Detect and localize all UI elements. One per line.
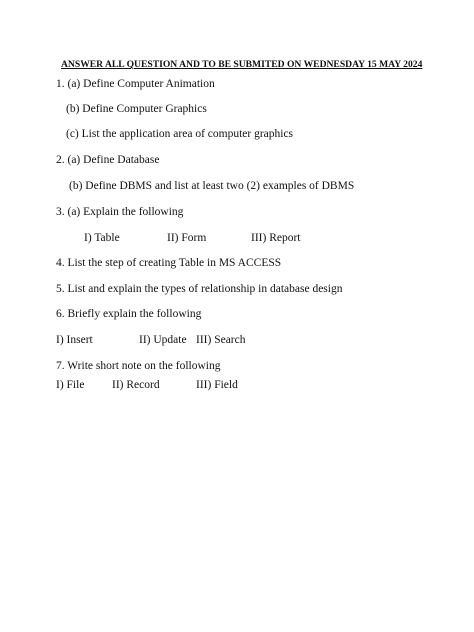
question-6-item: II) Update xyxy=(139,334,187,346)
question-1a: 1. (a) Define Computer Animation xyxy=(56,78,215,90)
question-3-item: III) Report xyxy=(251,232,301,244)
question-2a: 2. (a) Define Database xyxy=(56,154,160,166)
question-7-item: II) Record xyxy=(112,379,160,391)
question-4: 4. List the step of creating Table in MS ACCESS xyxy=(56,257,282,269)
question-6-item: III) Search xyxy=(196,334,246,346)
question-1c: (c) List the application area of computer graphics xyxy=(66,128,294,140)
question-6: 6. Briefly explain the following xyxy=(56,308,202,320)
question-2b: (b) Define DBMS and list at least two (2) examples of DBMS xyxy=(69,180,355,192)
document-heading: ANSWER ALL QUESTION AND TO BE SUBMITED ON WEDNESDAY 15 MAY 2024 xyxy=(61,59,423,70)
question-3: 3. (a) Explain the following xyxy=(56,206,184,218)
question-3-item: I) Table xyxy=(84,232,120,244)
question-7: 7. Write short note on the following xyxy=(56,360,221,372)
question-7-item: III) Field xyxy=(196,379,238,391)
question-1b: (b) Define Computer Graphics xyxy=(66,103,207,115)
question-7-item: I) File xyxy=(56,379,85,391)
question-6-item: I) Insert xyxy=(56,334,93,346)
question-3-item: II) Form xyxy=(167,232,207,244)
question-5: 5. List and explain the types of relationship in database design xyxy=(56,283,343,295)
